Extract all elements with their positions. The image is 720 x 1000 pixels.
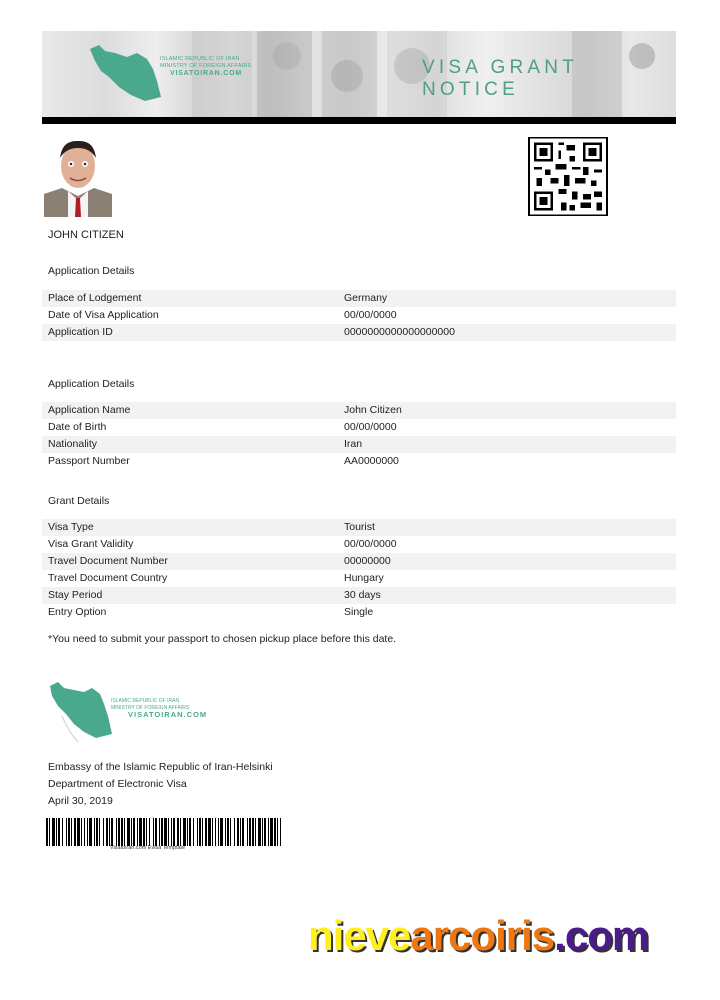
row-label: Travel Document Number (48, 555, 168, 567)
table-row (42, 324, 676, 341)
ministry-text (160, 56, 251, 77)
row-value: John Citizen (344, 404, 402, 416)
table-row (42, 587, 676, 604)
iran-map-icon (48, 676, 118, 746)
table-row (42, 519, 676, 536)
watermark-part1: nieve (308, 912, 411, 959)
portrait-icon (44, 136, 112, 217)
grant-details-table (42, 519, 676, 621)
row-value: Single (344, 606, 374, 618)
section-title-applicant-details: Application Details (48, 378, 135, 390)
row-label: Stay Period (48, 589, 103, 601)
footer-ministry-text (111, 698, 207, 719)
ministry-line2: MINISTRY OF FOREIGN AFFAIRS (111, 704, 190, 711)
iran-map-icon (87, 41, 167, 103)
application-details-table (42, 290, 676, 341)
passport-submission-note: *You need to submit your passport to chosen pickup place before this date. (48, 633, 397, 645)
barcode-icon (46, 818, 284, 846)
header-divider (42, 117, 676, 124)
row-label: Application ID (48, 326, 113, 338)
table-row (42, 604, 676, 621)
table-row (42, 453, 676, 470)
row-value: Hungary (344, 572, 384, 584)
barcode-caption: Visatoiran.com Evisa Template (110, 845, 185, 851)
footer-logo (48, 676, 208, 748)
site-name: VISATOIRAN.COM (128, 710, 208, 719)
holder-name: JOHN CITIZEN (48, 229, 124, 241)
section-title-grant-details: Grant Details (48, 495, 110, 507)
qr-code (528, 137, 608, 216)
ministry-line1: ISLAMIC REPUBLIC OF IRAN (160, 56, 240, 62)
table-row (42, 436, 676, 453)
table-row (42, 290, 676, 307)
row-value: Tourist (344, 521, 375, 533)
watermark (308, 912, 648, 960)
row-label: Date of Birth (48, 421, 107, 433)
table-row (42, 402, 676, 419)
row-label: Travel Document Country (48, 572, 168, 584)
applicant-details-table (42, 402, 676, 470)
row-value: 0000000000000000000 (344, 326, 455, 338)
site-name: VISATOIRAN.COM (170, 70, 242, 77)
header-banner (42, 31, 676, 118)
row-value: Iran (344, 438, 363, 450)
table-row (42, 536, 676, 553)
row-label: Date of Visa Application (48, 309, 159, 321)
row-label: Passport Number (48, 455, 130, 467)
row-value: 30 days (344, 589, 381, 601)
row-label: Place of Lodgement (48, 292, 142, 304)
qr-code-icon (528, 137, 608, 216)
document-title: VISA GRANT NOTICE (422, 57, 578, 100)
row-label: Application Name (48, 404, 131, 416)
ministry-line2: MINISTRY OF FOREIGN AFFAIRS (160, 63, 252, 69)
row-label: Entry Option (48, 606, 107, 618)
row-value: Germany (344, 292, 388, 304)
department-name: Department of Electronic Visa (48, 778, 187, 790)
section-title-application-details: Application Details (48, 265, 135, 277)
issue-date: April 30, 2019 (48, 795, 113, 807)
table-row (42, 307, 676, 324)
table-row (42, 419, 676, 436)
row-label: Nationality (48, 438, 98, 450)
row-value: 00/00/0000 (344, 309, 397, 321)
row-label: Visa Type (48, 521, 94, 533)
row-value: AA0000000 (344, 455, 399, 467)
table-row (42, 553, 676, 570)
watermark-part2: arcoiris (410, 912, 555, 959)
embassy-name: Embassy of the Islamic Republic of Iran-Helsinki (48, 761, 273, 773)
holder-photo (44, 136, 112, 217)
watermark-part3: .com (554, 912, 649, 959)
issuer-block (48, 759, 273, 810)
row-value: 00/00/0000 (344, 538, 397, 550)
row-label: Visa Grant Validity (48, 538, 134, 550)
ministry-line1: ISLAMIC REPUBLIC OF IRAN (111, 698, 180, 704)
row-value: 00000000 (344, 555, 391, 567)
table-row (42, 570, 676, 587)
row-value: 00/00/0000 (344, 421, 397, 433)
